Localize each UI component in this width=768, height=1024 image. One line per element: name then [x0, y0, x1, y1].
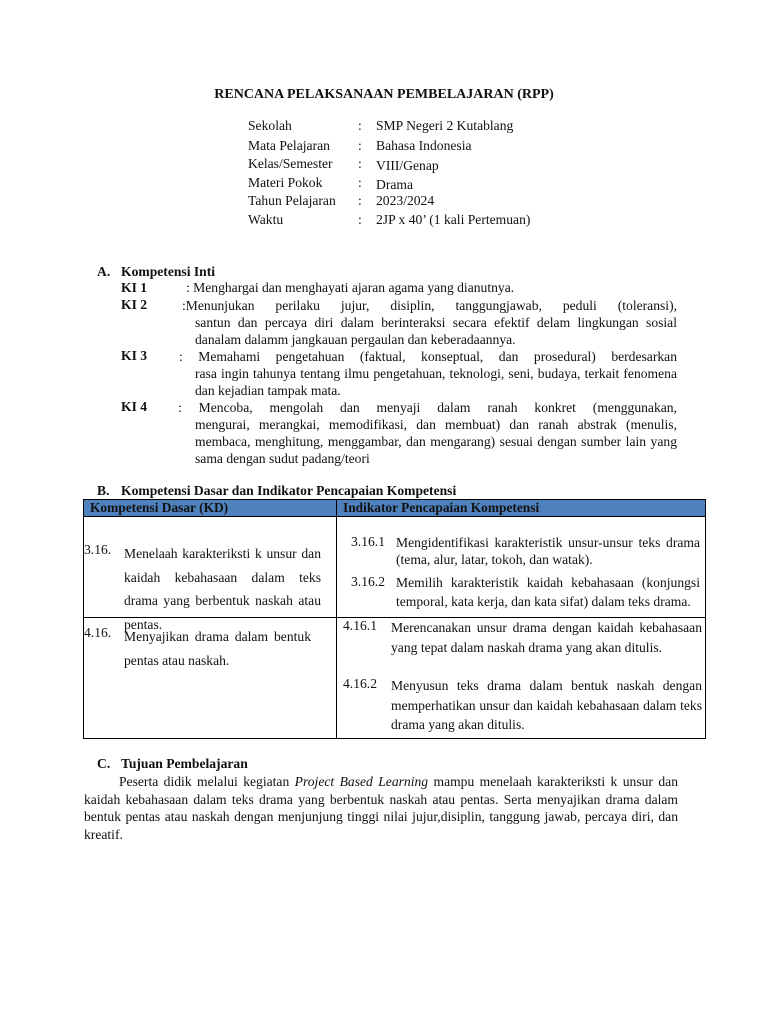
table-header-ipk: Indikator Pencapaian Kompetensi	[337, 500, 706, 517]
kd-number: 4.16.	[84, 625, 112, 640]
ipk-cell	[337, 517, 706, 618]
ki-code: KI 3	[121, 348, 148, 363]
ki-code: KI 2	[121, 297, 148, 312]
section-b-heading	[97, 483, 456, 499]
kd-cell	[84, 618, 337, 739]
kd-text: Menelaah karakteriksti k unsur dan kaidah kebahasaan dalam teks drama yang berbentuk naskah atau pentas.	[124, 546, 321, 632]
ki-code: KI 4	[121, 399, 148, 414]
identity-value: VIII/Genap	[376, 158, 439, 173]
identity-label: Kelas/Semester	[248, 156, 333, 171]
table-row	[84, 517, 706, 618]
ki-text-continuation: mengurai, merangkai, memodifikasi, dan membuat) dan ranah abstrak (menulis, membaca, menghitung, menggambar, dan mengarang) sesuai dengan sumber lain yang sama dengan sudut padang/teori	[195, 417, 677, 466]
identity-colon: :	[358, 175, 362, 190]
identity-colon: :	[358, 138, 362, 153]
identity-label: Mata Pelajaran	[248, 138, 330, 153]
identity-value: SMP Negeri 2 Kutablang	[376, 118, 514, 133]
ki-text-first-line: : Mencoba, mengolah dan menyaji dalam ranah konkret (menggunakan,	[178, 400, 677, 415]
identity-colon: :	[358, 156, 362, 171]
ipk-number: 4.16.1	[343, 618, 377, 633]
ipk-cell	[337, 618, 706, 739]
ki-text-continuation: santun dan percaya diri dalam berinteraksi secara efektif delam lingkungan sosial danalam dalamm jangkauan pergaulan dan keberadaannya.	[195, 315, 677, 347]
ipk-text: Memilih karakteristik kaidah kebahasaan (konjungsi temporal, kata kerja, dan kata sifat) dalam teks drama.	[396, 575, 700, 609]
identity-value: Bahasa Indonesia	[376, 138, 472, 153]
identity-value: 2JP x 40’ (1 kali Pertemuan)	[376, 212, 531, 227]
ki-text-first-line: : Memahami pengetahuan (faktual, konseptual, dan prosedural) berdesarkan	[179, 349, 677, 364]
tujuan-paragraph	[84, 773, 678, 843]
kd-text: Menyajikan drama dalam bentuk pentas atau naskah.	[124, 629, 311, 668]
ki-text-first-line: :Menunjukan perilaku jujur, disiplin, tanggungjawab, peduli (toleransi),	[182, 298, 677, 313]
ki-text-continuation: rasa ingin tahunya tentang ilmu pengetahuan, teknologi, seni, budaya, terkait fenomena dan kejadian tampak mata.	[195, 366, 677, 398]
identity-colon: :	[358, 193, 362, 208]
kd-number: 3.16.	[84, 542, 112, 557]
ipk-text: Menyusun teks drama dalam bentuk naskah dengan memperhatikan unsur dan kaidah kebahasaan dalam teks drama yang akan ditulis.	[391, 678, 702, 732]
identity-label: Sekolah	[248, 118, 292, 133]
section-letter: C.	[97, 756, 111, 771]
section-letter: B.	[97, 483, 110, 498]
section-title: Kompetensi Dasar dan Indikator Pencapaian Kompetensi	[121, 483, 457, 498]
ki-code: KI 1	[121, 280, 148, 295]
section-a-heading	[97, 264, 215, 280]
identity-label: Waktu	[248, 212, 284, 227]
section-title: Tujuan Pembelajaran	[121, 756, 248, 771]
ipk-text: Mengidentifikasi karakteristik unsur-unsur teks drama (tema, alur, latar, tokoh, dan watak).	[396, 535, 700, 567]
kd-cell	[84, 517, 337, 632]
ipk-text: Merencanakan unsur drama dengan kaidah kebahasaan yang tepat dalam naskah drama yang akan ditulis.	[391, 620, 702, 655]
identity-label: Materi Pokok	[248, 175, 323, 190]
section-c-heading	[97, 756, 248, 772]
tujuan-text-start: Peserta didik melalui kegiatan	[119, 774, 295, 789]
identity-value: Drama	[376, 177, 413, 192]
identity-colon: :	[358, 212, 362, 227]
identity-label: Tahun Pelajaran	[248, 193, 336, 208]
document-title: RENCANA PELAKSANAAN PEMBELAJARAN (RPP)	[214, 87, 554, 102]
section-letter: A.	[97, 264, 111, 279]
ki-text: : Menghargai dan menghayati ajaran agama yang dianutnya.	[186, 280, 515, 295]
identity-value: 2023/2024	[376, 193, 435, 208]
tujuan-method: Project Based Learning	[294, 774, 429, 789]
table-row	[84, 618, 706, 739]
ipk-number: 3.16.2	[351, 574, 385, 589]
ipk-number: 4.16.2	[343, 676, 377, 691]
section-title: Kompetensi Inti	[121, 264, 216, 279]
identity-colon: :	[358, 118, 362, 133]
tujuan-text-end: mampu menelaah karakteriksti k unsur dan kaidah kebahasaan dalam teks drama yang berbentuk naskah atau pentas. Serta menyajikan drama dalam bentuk pentas atau naskah dengan menjunjung tinggi nilai jujur,disiplin, tanggung jawab, percaya diri, dan kreatif.	[84, 774, 678, 842]
kd-ipk-table	[83, 499, 706, 739]
table-header-kd: Kompetensi Dasar (KD)	[84, 500, 337, 517]
ipk-number: 3.16.1	[351, 534, 385, 549]
